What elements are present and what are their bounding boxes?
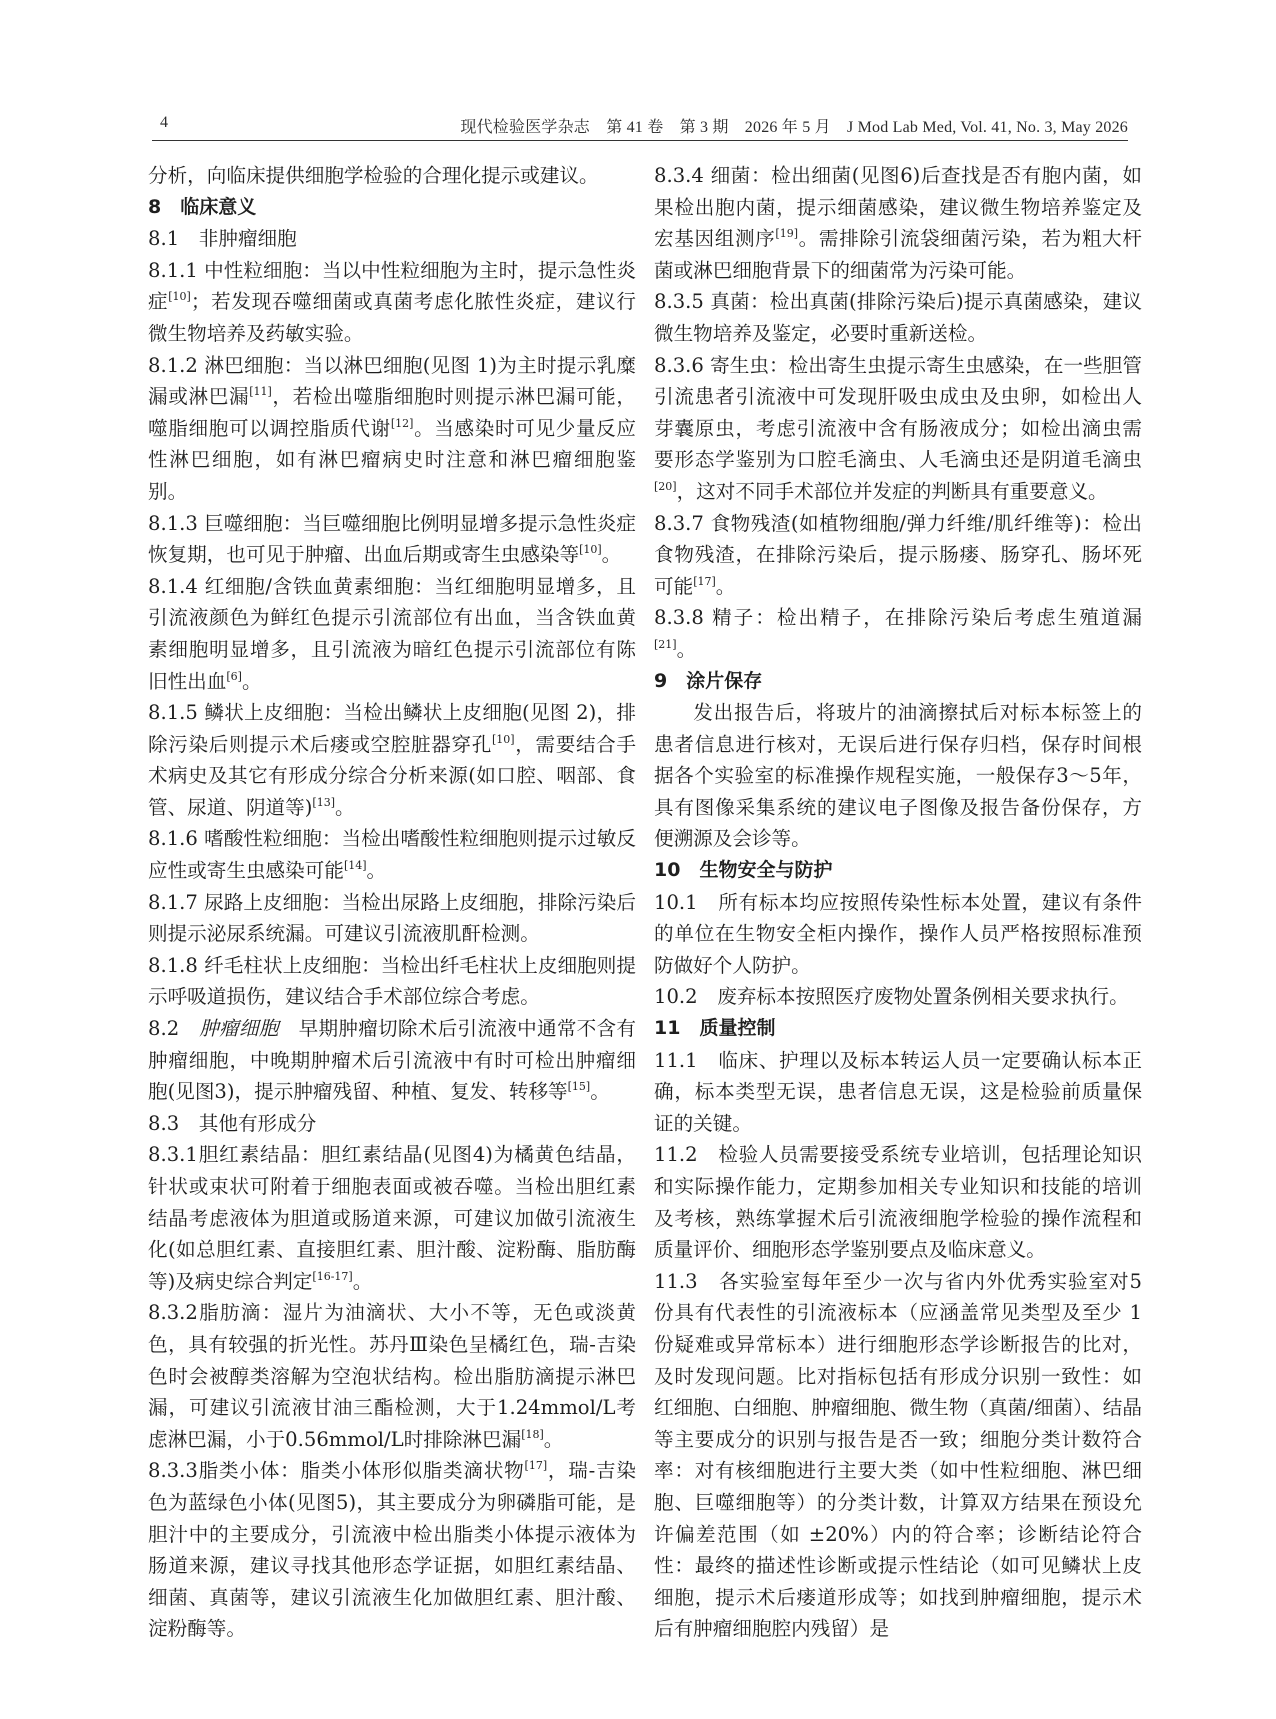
subsection-heading: 8.1 非肿瘤细胞 (148, 227, 297, 251)
citation: [6] (226, 669, 242, 683)
paragraph: 8.1.5 鳞状上皮细胞：当检出鳞状上皮细胞(见图 2)，排除污染后则提示术后瘘或空腔脏器穿孔[10]，需要结合手术病史及其它有形成分综合分析来源(如口腔、咽部、食管、尿道、阴道等)[13]。 (148, 701, 637, 819)
citation: [10] (579, 543, 602, 557)
page-number: 4 (160, 114, 168, 131)
citation: [20] (654, 479, 677, 493)
citation: [16-17] (312, 1269, 353, 1283)
paragraph: 8.3.3脂类小体：脂类小体形似脂类滴状物[17]，瑞-吉染色为蓝绿色小体(见图5)，其主要成分为卵磷脂可能，是胆汁中的主要成分，引流液中检出脂类小体提示液体为肠道来源，建议寻找其他形态学证据，如胆红素结晶、细菌、真菌等，建议引流液生化加做胆红素、胆汁酸、淀粉酶等。 (148, 1459, 636, 1641)
paragraph: 10.1 所有标本均应按照传染性标本处置，建议有条件的单位在生物安全柜内操作，操作人员严格按照标准预防做好个人防护。 (654, 890, 1142, 977)
citation: [10] (492, 732, 515, 746)
paragraph: 8.1.1 中性粒细胞：当以中性粒细胞为主时，提示急性炎症[10]；若发现吞噬细菌或真菌考虑化脓性炎症，建议行微生物培养及药敏实验。 (148, 258, 637, 345)
citation: [11] (249, 385, 272, 399)
paragraph: 8.3.6 寄生虫：检出寄生虫提示寄生虫感染，在一些胆管引流患者引流液中可发现肝吸虫成虫及虫卵，如检出人芽囊原虫，考虑引流液中含有肠液成分；如检出滴虫需要形态学鉴别为口腔毛滴虫、人毛滴虫还是阴道毛滴虫[20]，这对不同手术部位并发症的判断具有重要意义。 (654, 353, 1142, 503)
paragraph: 8.3.5 真菌：检出真菌(排除污染后)提示真菌感染，建议微生物培养及鉴定，必要时重新送检。 (654, 290, 1142, 345)
citation: [19] (775, 227, 799, 241)
paragraph: 11.3 各实验室每年至少一次与省内外优秀实验室对5 份具有代表性的引流液标本（应涵盖常见类型及至少 1 份疑难或异常标本）进行细胞形态学诊断报告的比对，及时发现问题。比对指标包括有形成分识别一致性：如红细胞、白细胞、肿瘤细胞、微生物（真菌/细菌）、结晶等主要成分的识别与报告是否一致；细胞分类计数符合率：对有核细胞进行主要大类（如中性粒细胞、淋巴细胞、巨噬细胞等）的分类计数，计算双方结果在预设允许偏差范围（如 ±20%）内的符合率；诊断结论符合性：最终的描述性诊断或提示性结论（如可见鳞状上皮细胞，提示术后瘘道形成等；如找到肿瘤细胞，提示术后有肿瘤细胞腔内残留）是 (654, 1269, 1142, 1641)
subsection-heading: 肿瘤细胞 (199, 1017, 279, 1041)
subsection-heading: 8.3 其他有形成分 (148, 1111, 317, 1135)
paragraph: 分析，向临床提供细胞学检验的合理化提示或建议。 (148, 164, 599, 187)
citation: [10] (168, 290, 191, 304)
running-header (152, 108, 1128, 138)
paragraph: 8.3.2脂肪滴：湿片为油滴状、大小不等，无色或淡黄色，具有较强的折光性。苏丹Ⅲ染色呈橘红色，瑞-吉染色时会被醇类溶解为空泡状结构。检出脂肪滴提示淋巴漏，可建议引流液甘油三酯检测，大于1.24mmol/L考虑淋巴漏，小于0.56mmol/L时排除淋巴漏[18]。 (148, 1301, 636, 1451)
paragraph: 8.3.8 精子：检出精子，在排除污染后考虑生殖道漏[21]。 (654, 606, 1142, 661)
paragraph: 8.1.3 巨噬细胞：当巨噬细胞比例明显增多提示急性炎症恢复期，也可见于肿瘤、出血后期或寄生虫感染等[10]。 (148, 511, 636, 567)
paragraph: 8.3.1胆红素结晶：胆红素结晶(见图4)为橘黄色结晶，针状或束状可附着于细胞表面或被吞噬。当检出胆红素结晶考虑液体为胆道或肠道来源，可建议加做引流液生化(如总胆红素、直接胆红素、胆汁酸、淀粉酶、脂肪酶等)及病史综合判定[16-17]。 (148, 1143, 636, 1293)
citation: [15] (567, 1080, 591, 1094)
citation: [14] (343, 859, 367, 873)
citation: [17] (524, 1459, 548, 1473)
left-column (148, 160, 636, 1645)
paragraph: 8.3.7 食物残渣(如植物细胞/弹力纤维/肌纤维等)：检出食物残渣，在排除污染后，提示肠瘘、肠穿孔、肠坏死可能[17]。 (654, 511, 1142, 598)
paragraph: 8.1.2 淋巴细胞：当以淋巴细胞(见图 1)为主时提示乳糜漏或淋巴漏[11]，若检出噬脂细胞时则提示淋巴漏可能，噬脂细胞可以调控脂质代谢[12]。当感染时可见少量反应性淋巴细胞，如有淋巴瘤病史时注意和淋巴瘤细胞鉴别。 (148, 353, 637, 503)
section-heading: 8 临床意义 (148, 195, 257, 218)
paragraph: 8.2 肿瘤细胞 早期肿瘤切除术后引流液中通常不含有肿瘤细胞，中晚期肿瘤术后引流液中有时可检出肿瘤细胞(见图3)，提示肿瘤残留、种植、复发、转移等[15]。 (148, 1017, 636, 1104)
right-column (654, 160, 1142, 1645)
paragraph: 发出报告后，将玻片的油滴擦拭后对标本标签上的患者信息进行核对，无误后进行保存归档，保存时间根据各个实验室的标准操作规程实施，一般保存3～5年，具有图像采集系统的建议电子图像及报告备份保存，方便溯源及会诊等。 (654, 701, 1142, 851)
journal-citation: 现代检验医学杂志 第 41 卷 第 3 期 2026 年 5 月 J Mod Lab Med, Vol. 41, No. 3, May 2026 (460, 119, 1128, 136)
paragraph: 11.2 检验人员需要接受系统专业培训，包括理论知识和实际操作能力，定期参加相关专业知识和技能的培训及考核，熟练掌握术后引流液细胞学检验的操作流程和质量评价、细胞形态学鉴别要点及临床意义。 (654, 1143, 1142, 1262)
paragraph: 8.1.8 纤毛柱状上皮细胞：当检出纤毛柱状上皮细胞则提示呼吸道损伤，建议结合手术部位综合考虑。 (148, 953, 636, 1009)
paragraph: 11.1 临床、护理以及标本转运人员一定要确认标本正确，标本类型无误，患者信息无误，这是检验前质量保证的关键。 (654, 1048, 1142, 1135)
paragraph: 8.1.6 嗜酸性粒细胞：当检出嗜酸性粒细胞则提示过敏反应性或寄生虫感染可能[14]。 (148, 827, 636, 883)
paragraph: 10.2 废弃标本按照医疗废物处置条例相关要求执行。 (654, 985, 1129, 1009)
citation: [21] (654, 637, 677, 651)
section-heading: 11 质量控制 (654, 1017, 776, 1040)
paragraph: 8.1.7 尿路上皮细胞：当检出尿路上皮细胞，排除污染后则提示泌尿系统漏。可建议引流液肌酐检测。 (148, 890, 636, 946)
citation: [17] (693, 574, 716, 588)
paragraph: 8.3.4 细菌：检出细菌(见图6)后查找是否有胞内菌，如果检出胞内菌，提示细菌感染，建议微生物培养鉴定及宏基因组测序[19]。需排除引流袋细菌污染，若为粗大杆菌或淋巴细胞背景下的细菌常为污染可能。 (654, 164, 1143, 282)
citation: [12] (390, 416, 414, 430)
section-heading: 10 生物安全与防护 (654, 859, 833, 882)
paragraph: 8.1.4 红细胞/含铁血黄素细胞：当红细胞明显增多，且引流液颜色为鲜红色提示引流部位有出血，当含铁血黄素细胞明显增多，且引流液为暗红色提示引流部位有陈旧性出血[6]。 (148, 574, 636, 693)
citation: [13] (312, 795, 335, 809)
header-rule (152, 140, 1128, 141)
citation: [18] (521, 1427, 544, 1441)
section-heading: 9 涂片保存 (654, 669, 763, 692)
